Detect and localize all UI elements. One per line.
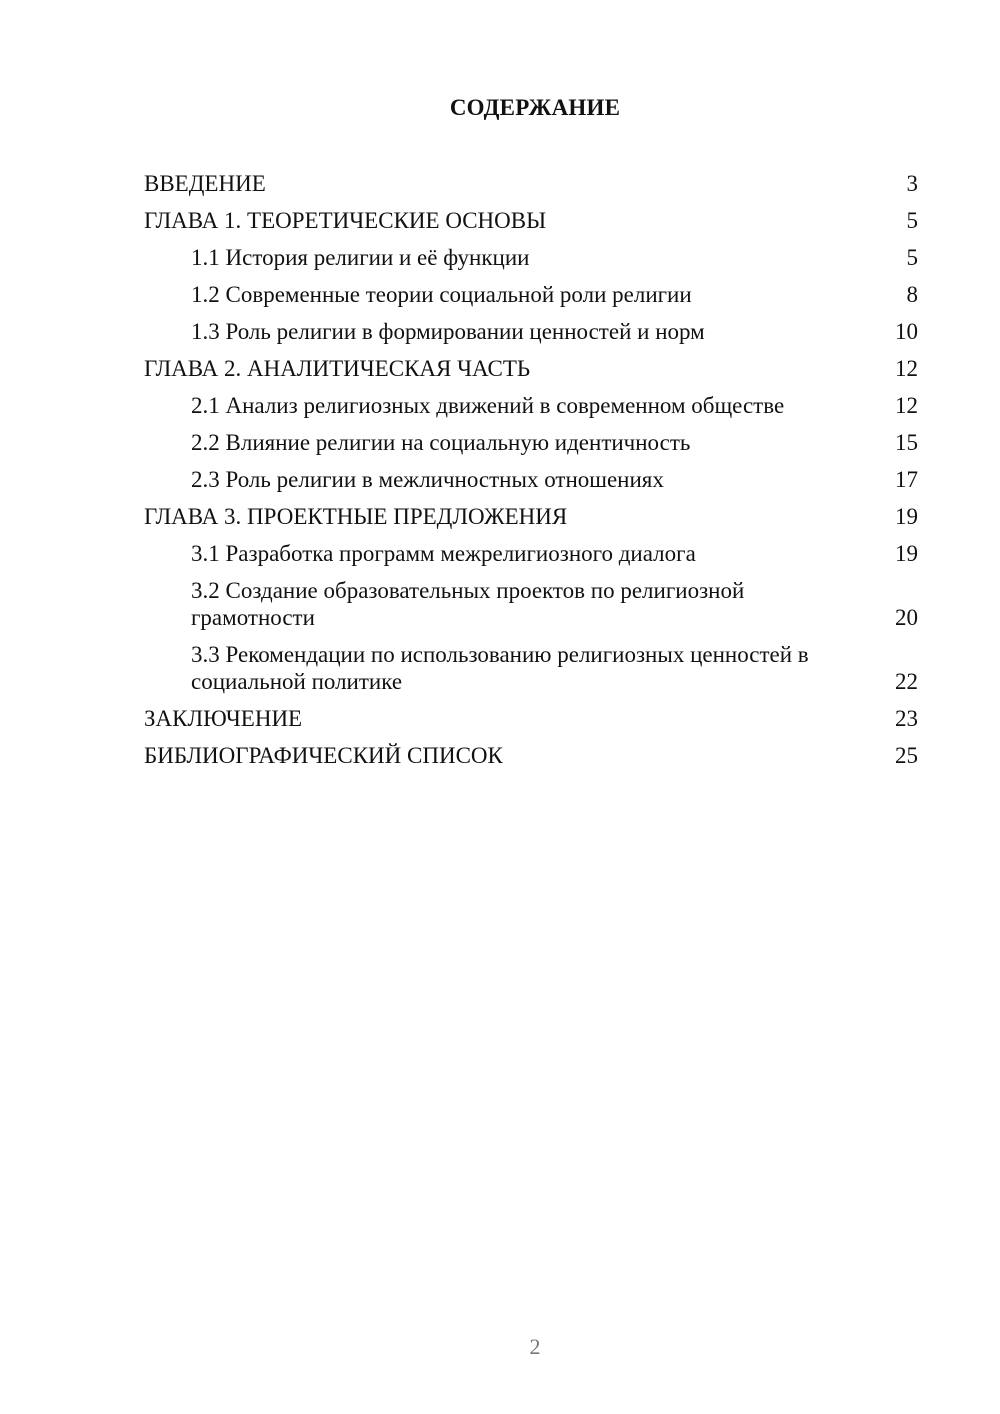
toc-entry-section-2-2[interactable] <box>144 429 918 456</box>
toc-entry-text: ГЛАВА 1. ТЕОРЕТИЧЕСКИЕ ОСНОВЫ <box>144 208 547 233</box>
toc-entry-text: 2.1 Анализ религиозных движений в современном обществе <box>191 393 785 418</box>
toc-entry-section-2-1[interactable] <box>144 392 918 419</box>
toc-entry-page: 12 <box>895 356 918 381</box>
toc-entry-page: 15 <box>895 430 918 455</box>
toc-entry-text: 2.2 Влияние религии на социальную идентичность <box>191 430 691 455</box>
toc-entry-text: ГЛАВА 2. АНАЛИТИЧЕСКАЯ ЧАСТЬ <box>144 356 531 381</box>
toc-entry-text: 3.2 Создание образовательных проектов по религиозной грамотности <box>191 578 745 630</box>
toc-entry-chapter-2[interactable] <box>144 355 918 382</box>
page-number: 2 <box>529 1334 541 1359</box>
toc-entry-bibliography[interactable] <box>144 742 918 769</box>
page-title: СОДЕРЖАНИЕ <box>449 95 621 120</box>
toc-entry-text: 1.1 История религии и её функции <box>191 245 530 270</box>
toc-entry-conclusion[interactable] <box>144 705 918 732</box>
toc-entry-text: 1.2 Современные теории социальной роли религии <box>191 282 692 307</box>
toc-entry-page: 17 <box>895 467 918 492</box>
toc-entry-page: 5 <box>906 208 918 233</box>
toc-entry-text: БИБЛИОГРАФИЧЕСКИЙ СПИСОК <box>144 743 503 768</box>
toc-entry-text: 3.3 Рекомендации по использованию религиозных ценностей в социальной политике <box>191 642 809 694</box>
toc-entry-chapter-3[interactable] <box>144 503 918 530</box>
toc-entry-page: 23 <box>895 706 918 731</box>
toc-entry-section-1-2[interactable] <box>144 281 918 308</box>
toc-entry-section-1-3[interactable] <box>144 318 918 345</box>
toc-entry-chapter-1[interactable] <box>144 207 918 234</box>
toc-entry-section-3-1[interactable] <box>144 540 918 567</box>
toc-entry-page: 8 <box>906 282 918 307</box>
toc-entry-page: 25 <box>895 743 918 768</box>
toc-entry-section-3-3[interactable] <box>144 641 918 695</box>
toc-entry-text: ГЛАВА 3. ПРОЕКТНЫЕ ПРЕДЛОЖЕНИЯ <box>144 504 568 529</box>
toc-entry-page: 12 <box>895 393 918 418</box>
table-of-contents <box>144 170 918 779</box>
toc-entry-section-3-2[interactable] <box>144 577 918 631</box>
toc-entry-page: 20 <box>895 605 918 630</box>
toc-entry-page: 19 <box>895 504 918 529</box>
toc-entry-text: ВВЕДЕНИЕ <box>144 171 266 196</box>
toc-entry-text: 1.3 Роль религии в формировании ценностей и норм <box>191 319 705 344</box>
toc-entry-section-1-1[interactable] <box>144 244 918 271</box>
toc-entry-page: 5 <box>906 245 918 270</box>
toc-entry-text: 3.1 Разработка программ межрелигиозного диалога <box>191 541 696 566</box>
toc-entry-text: ЗАКЛЮЧЕНИЕ <box>144 706 303 731</box>
toc-entry-section-2-3[interactable] <box>144 466 918 493</box>
toc-entry-page: 10 <box>895 319 918 344</box>
toc-entry-page: 19 <box>895 541 918 566</box>
toc-entry-text: 2.3 Роль религии в межличностных отношениях <box>191 467 664 492</box>
toc-entry-page: 3 <box>906 171 918 196</box>
toc-entry-introduction[interactable] <box>144 170 918 197</box>
toc-entry-page: 22 <box>895 669 918 694</box>
